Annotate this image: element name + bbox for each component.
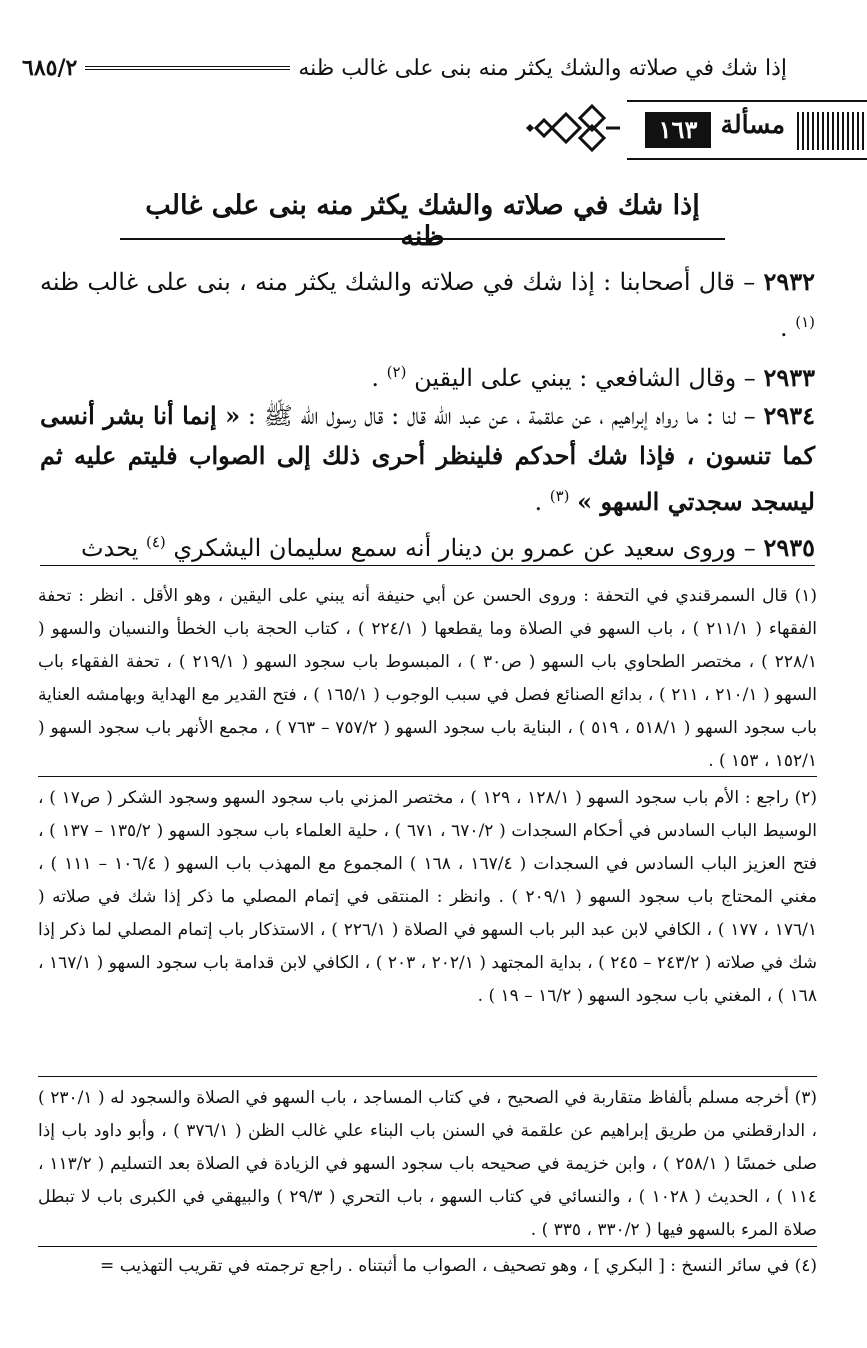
paragraph-2932 [40, 262, 815, 348]
issue-banner [520, 100, 867, 156]
footnote-4: (٤) في سائر النسخ : [ البكري ] ، وهو تصحيف ، الصواب ما أثبتناه . راجع ترجمته في تقريب التهذيب = [100, 1256, 817, 1276]
barcode-ornament-icon [797, 112, 867, 150]
running-header [22, 48, 787, 88]
footnote-divider [38, 1246, 817, 1247]
paragraph-2934 [40, 396, 815, 522]
issue-title: إذا شك في صلاته والشك يكثر منه بنى على غالب ظنه [145, 190, 700, 252]
paragraph-end: . [371, 364, 387, 392]
paragraph-end: يحدث [80, 534, 146, 562]
footnote-ref: (٤) [145, 533, 166, 551]
running-header-rule [85, 66, 290, 70]
footnote-2: (٢) راجع : الأم باب سجود السهو ( ١٢٨/١ ، ١٢٩ ) ، مختصر المزني باب سجود السهو وسجود الشكر ( ص١٧ ) ، الوسيط الباب السادس في أحكام السجدات ( ٦٧٠/٢ ، ٦٧١ ) ، حلية العلماء باب سجود السهو ( ١٣٥/٢ – ١٣٧ ) ، فتح العزيز الباب السادس في السجدات ( ١٦٧/٤ ، ١٦٨ ) المجموع مع المهذب باب السهو ( ١٠٦/٤ – ١١١ ) ، مغني المحتاج باب سجود السهو ( ٢٠٩/١ ) . وانظر : المنتقى في إتمام المصلي ما ذكر إذا شك في صلاته ( ١٧٦/١ ، ١٧٧ ) ، الكافي لابن عبد البر باب السهو في الصلاة ( ٢٢٦/١ ) ، الاستذكار باب إتمام المصلي لما ذكر إذا شك في صلاته ( ٢٤٣/٢ – ٢٤٥ ) ، بداية المجتهد ( ٢٠٢/١ ، ٢٠٣ ) ، الكافي لابن قدامة باب سجود السهو ( ١٦٧/١ ، ١٦٨ ) ، المغني باب سجود السهو ( ١٦/٢ – ١٩ ) . [38, 788, 818, 1006]
paragraph-2935 [40, 522, 815, 568]
star-ornament-icon [520, 100, 620, 156]
footnote-divider [38, 776, 817, 777]
paragraph-end: . [534, 488, 550, 516]
footnote-ref: (٣) [549, 487, 570, 505]
paragraph-2933 [40, 352, 815, 398]
hadith-quote: « إنما أنا بشر أنسى كما تنسون ، فإذا شك أحدكم فلينظر أحرى ذلك إلى الصواب فليتم عليه ثم ليسجد سجدتي السهو » [40, 401, 815, 516]
footnote-ref: (١) [795, 313, 815, 331]
paragraph-end: . [779, 314, 796, 342]
footnote-divider [38, 1076, 817, 1077]
paragraph-text: – قال أصحابنا : إذا شك في صلاته والشك يكثر منه ، بنى على غالب ظنه [40, 268, 764, 296]
issue-number: ١٦٣ [645, 112, 711, 148]
paragraph-number: ٢٩٣٣ [763, 363, 815, 392]
issue-label: مسألة [720, 110, 785, 139]
footnote-3: (٣) أخرجه مسلم بألفاظ متقاربة في الصحيح ، في كتاب المساجد ، باب السهو في الصلاة والسجود له ( ٢٣٠/١ ) ، الدارقطني من طريق إبراهيم عن علقمة في السنن باب البناء علي غالب الظن ( ٣٧٦/١ ) ، وأبو داود باب إذا صلى خمسًا ( ٢٥٨/١ ) ، وابن خزيمة في صحيحه باب سجود السهو في الزيادة في الصلاة بعد التسليم ( ١١٣/٢ ، ١١٤ ) ، الحديث ( ١٠٢٨ ) ، والنسائي في كتاب السهو ، باب التحري ( ٢٩/٣ ) والبيهقي في الكبرى باب لا تبطل صلاة المرء بالسهو فيها ( ٣٣٠/٢ ، ٣٣٥ ) . [38, 1088, 818, 1240]
paragraph-text: – وقال الشافعي : يبني على اليقين [406, 364, 764, 392]
paragraph-number: ٢٩٣٢ [763, 267, 815, 296]
paragraph-number: ٢٩٣٥ [763, 533, 815, 562]
paragraph-number: ٢٩٣٤ [763, 401, 815, 430]
page-number: ٦٨٥/٢ [22, 55, 78, 81]
footnote-1: (١) قال السمرقندي في التحفة : وروى الحسن عن أبي حنيفة أنه يبني على اليقين ، وهو الأقل . انظر : تحفة الفقهاء ( ٢١١/١ ) ، باب السهو في الصلاة وما يقطعها ( ٢٢٤/١ ) ، كتاب الحجة باب الخطأ والنسيان والسهو ( ٢٢٨/١ ) ، مختصر الطحاوي باب السهو ( ص٣٠ ) ، المبسوط باب سجود السهو ( ٢١٩/١ ) ، تحفة الفقهاء باب السهو ( ٢١٠/١ ، ٢١١ ) ، بدائع الصنائع فصل في سبب الوجوب ( ١٦٥/١ ) ، فتح القدير مع الهداية وبهامشه العناية باب سجود السهو ( ٥١٨/١ ، ٥١٩ ) ، البناية باب سجود السهو ( ٧٥٧/٢ – ٧٦٣ ) ، مجمع الأنهر باب سجود السهو ( ١٥٢/١ ، ١٥٣ ) . [38, 586, 818, 771]
body-footnote-separator [40, 565, 815, 566]
paragraph-text: – وروى سعيد عن عمرو بن دينار أنه سمع سليمان اليشكري [165, 534, 764, 562]
footnote-ref: (٢) [386, 363, 407, 381]
banner-frame [627, 100, 867, 160]
title-underline [120, 238, 725, 240]
running-title: إذا شك في صلاته والشك يكثر منه بنى على غالب ظنه [298, 55, 787, 81]
paragraph-text: – لنا : ما رواه إبراهيم ، عن علقمة ، عن عبد الله قال : قال رسول الله ﷺ : [240, 402, 764, 430]
